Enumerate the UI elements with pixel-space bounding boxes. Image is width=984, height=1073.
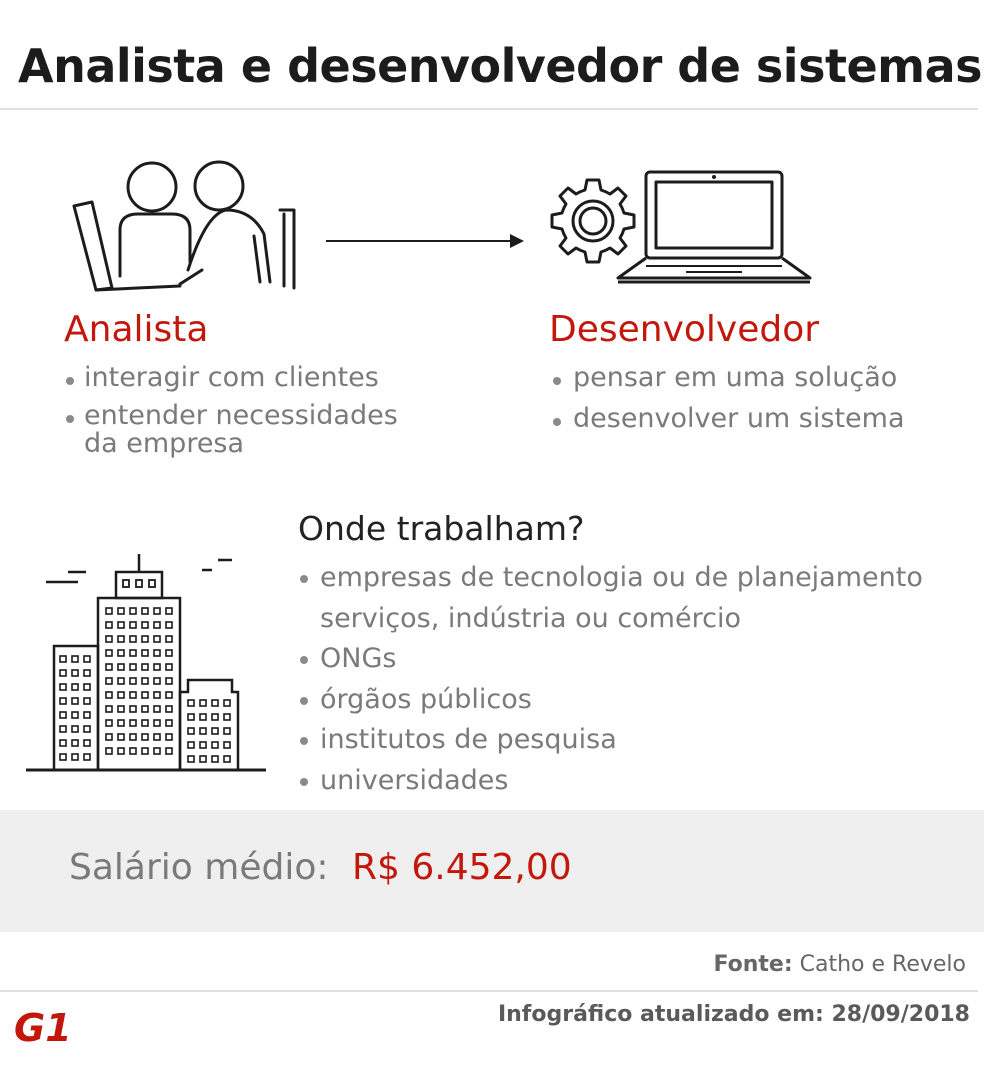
list-item: interagir com clientes (64, 364, 398, 392)
updated-date: Infográfico atualizado em: 28/09/2018 (497, 1002, 970, 1027)
g1-logo (14, 1008, 76, 1051)
list-item: desenvolver um sistema (551, 405, 905, 433)
laptop-icon (616, 168, 812, 286)
list-item: empresas de tecnologia ou de planejamento (298, 558, 923, 599)
source-note (713, 952, 966, 978)
desenvolvedor-list (551, 364, 905, 433)
analista-list (64, 364, 398, 458)
footer-divider (0, 990, 978, 992)
list-item: serviços, indústria ou comércio (320, 602, 741, 634)
salary-label: Salário médio: (69, 847, 329, 888)
arrow-right-icon (326, 232, 524, 250)
source-label: Fonte: (713, 952, 793, 977)
salary-value: R$ 6.452,00 (352, 847, 572, 888)
desenvolvedor-title: Desenvolvedor (549, 309, 820, 350)
source-value: Catho e Revelo (799, 952, 966, 977)
where-title: Onde trabalham? (298, 509, 585, 548)
list-item: órgãos públicos (298, 680, 923, 721)
header-divider (0, 108, 978, 110)
where-list (298, 558, 923, 802)
list-item: universidades (298, 761, 923, 802)
list-item: pensar em uma solução (551, 364, 905, 392)
page-title: Analista e desenvolvedor de sistemas (18, 39, 982, 93)
list-item: entender necessidades da empresa (64, 402, 398, 458)
people-at-desk-icon (68, 158, 302, 298)
svg-text:G1: G1 (14, 1008, 72, 1046)
list-item: institutos de pesquisa (298, 720, 923, 761)
list-item: ONGs (298, 639, 923, 680)
analista-title: Analista (64, 309, 209, 350)
city-buildings-icon (26, 552, 268, 774)
